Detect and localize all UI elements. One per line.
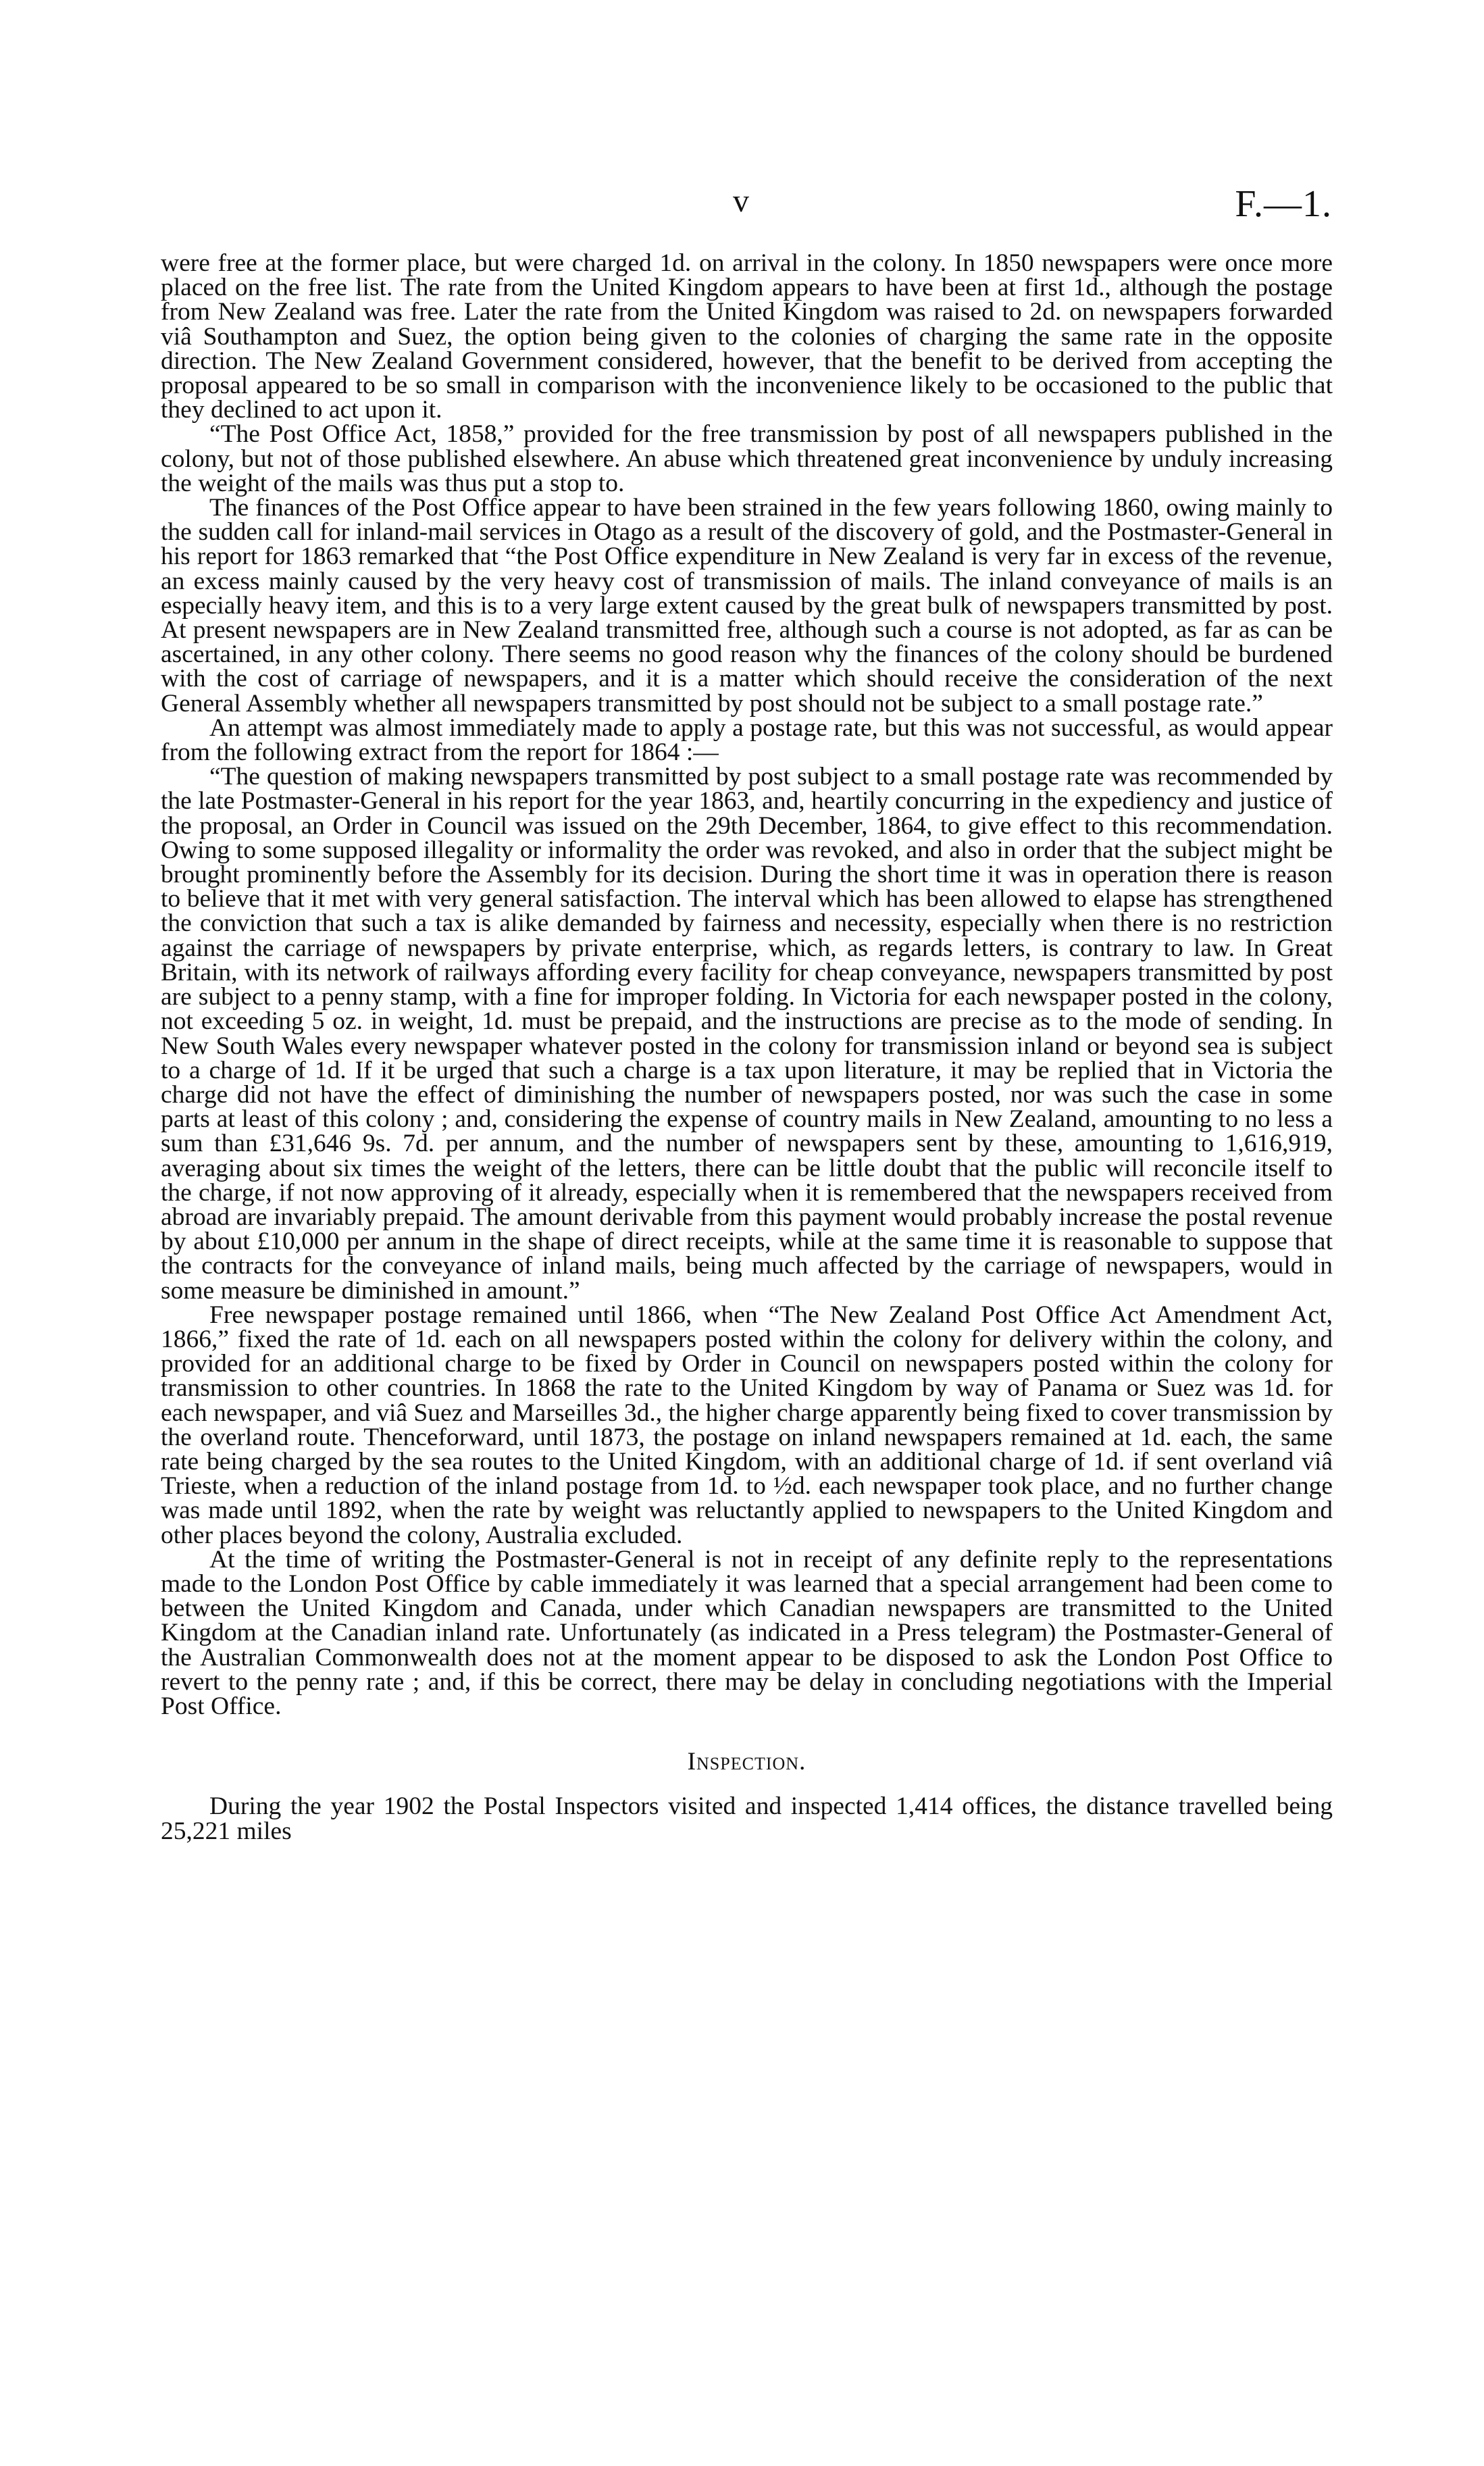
section-heading-inspection: Inspection. [687, 1748, 807, 1776]
paragraph-free-postage-until-1866: Free newspaper postage remained until 1866, when “The New Zealand Post Office Act Amendment Act, 1866,” fixed the rate of 1d. each on all newspapers posted within the colony for delivery within the colony, and provided for an additional charge to be fixed by Order in Council on newspapers posted within the colony for transmission to other countries. In 1868 the rate to the United Kingdom by way of Panama or Suez was 1d. for each newspaper, and viâ Suez and Marseilles 3d., the higher charge apparently being fixed to cover transmission by the overland route. Thenceforward, until 1873, the postage on inland newspapers remained at 1d. each, the same rate being charged by the sea routes to the United Kingdom, with an additional charge of 1d. if sent overland viâ Trieste, when a reduction of the inland postage from 1d. to ½d. each newspaper took place, and no further change was made until 1892, when the rate by weight was reluctantly applied to newspapers to the United Kingdom and other places beyond the colony, Australia excluded. [161, 1301, 1333, 1549]
paragraph-inspection: During the year 1902 the Postal Inspectors visited and inspected 1,414 offices, the distance travelled being 25,221 miles [161, 1792, 1333, 1845]
paragraph-post-office-act-1858: “The Post Office Act, 1858,” provided for the free transmission by post of all newspapers published in the colony, but not of those published elsewhere. An abuse which threatened great inconvenience by unduly increasing the weight of the mails was thus put a stop to. [161, 420, 1333, 497]
page-number: v [733, 183, 749, 219]
page-header [0, 182, 1484, 230]
paragraph-newspaper-rates-history: were free at the former place, but were charged 1d. on arrival in the colony. In 1850 newspapers were once more placed on the free list. The rate from the United Kingdom appears to have been at first 1d., although the postage from New Zealand was free. Later the rate from the United Kingdom was raised to 2d. on newspapers forwarded viâ Southampton and Suez, the option being given to the colonies of charging the same rate in the opposite direction. The New Zealand Government considered, however, that the benefit to be derived from accepting the proposal appeared to be so small in comparison with the inconvenience likely to be occasioned to the public that they declined to act upon it. [161, 249, 1333, 424]
paragraph-report-1864-extract: “The question of making newspapers transmitted by post subject to a small postage rate was recommended by the late Postmaster-General in his report for the year 1863, and, heartily concurring in the expediency and justice of the proposal, an Order in Council was issued on the 29th December, 1864, to give effect to this recommendation. Owing to some supposed illegality or informality the order was revoked, and also in order that the subject might be brought prominently before the Assembly for its decision. During the short time it was in operation there is reason to believe that it met with very general satisfaction. The interval which has been allowed to elapse has strengthened the conviction that such a tax is alike demanded by fairness and necessity, especially when there is no restriction against the carriage of newspapers by private enterprise, which, as regards letters, is contrary to law. In Great Britain, with its network of railways affording every facility for cheap conveyance, newspapers transmitted by post are subject to a penny stamp, with a fine for improper folding. In Victoria for each newspaper posted in the colony, not exceeding 5 oz. in weight, 1d. must be prepaid, and the instructions are precise as to the mode of sending. In New South Wales every newspaper whatever posted in the colony for transmission inland or beyond sea is subject to a charge of 1d. If it be urged that such a charge is a tax upon literature, it may be replied that in Victoria the charge did not have the effect of diminishing the number of newspapers posted, nor was such the case in some parts at least of this colony ; and, considering the expense of country mails in New Zealand, amounting to no less a sum than £31,646 9s. 7d. per annum, and the number of newspapers sent by these, amounting to 1,616,919, averaging about six times the weight of the letters, there can be little doubt that the public will reconcile itself to the charge, if not now approving of it already, especially when it is remembered that the newspapers received from abroad are invariably prepaid. The amount derivable from this payment would probably increase the postal revenue by about £10,000 per annum in the shape of direct receipts, while at the same time it is reasonable to suppose that the contracts for the conveyance of inland mails, being much affected by the carriage of newspapers, would in some measure be diminished in amount.” [161, 763, 1333, 1305]
paragraph-postage-attempt: An attempt was almost immediately made to apply a postage rate, but this was not successful, as would appear from the following extract from the report for 1864 :— [161, 713, 1333, 767]
paragraph-post-office-finances: The finances of the Post Office appear to have been strained in the few years following 1860, owing mainly to the sudden call for inland-mail services in Otago as a result of the discovery of gold, and the Postmaster-General in his report for 1863 remarked that “the Post Office expenditure in New Zealand is very far in excess of the revenue, an excess mainly caused by the very heavy cost of transmission of mails. The inland conveyance of mails is an especially heavy item, and this is to a very large extent caused by the great bulk of newspapers transmitted by post. At present newspapers are in New Zealand transmitted free, although such a course is not adopted, as far as can be ascertained, in any other colony. There seems no good reason why the finances of the colony should be burdened with the cost of carriage of newspapers, and it is a matter which should receive the consideration of the next General Assembly whether all newspapers transmitted by post should not be subject to a small postage rate.” [161, 494, 1333, 718]
paragraph-london-post-office-negotiations: At the time of writing the Postmaster-General is not in receipt of any definite reply to the representations made to the London Post Office by cable immediately it was learned that a special arrangement had been come to between the United Kingdom and Canada, under which Canadian newspapers are transmitted to the United Kingdom at the Canadian inland rate. Unfortunately (as indicated in a Press telegram) the Postmaster-General of the Australian Commonwealth does not at the moment appear to be disposed to ask the London Post Office to revert to the penny rate ; and, if this be correct, there may be delay in concluding negotiations with the Imperial Post Office. [161, 1545, 1333, 1720]
report-code: F.—1. [1235, 183, 1332, 225]
document-body [161, 251, 1333, 1844]
